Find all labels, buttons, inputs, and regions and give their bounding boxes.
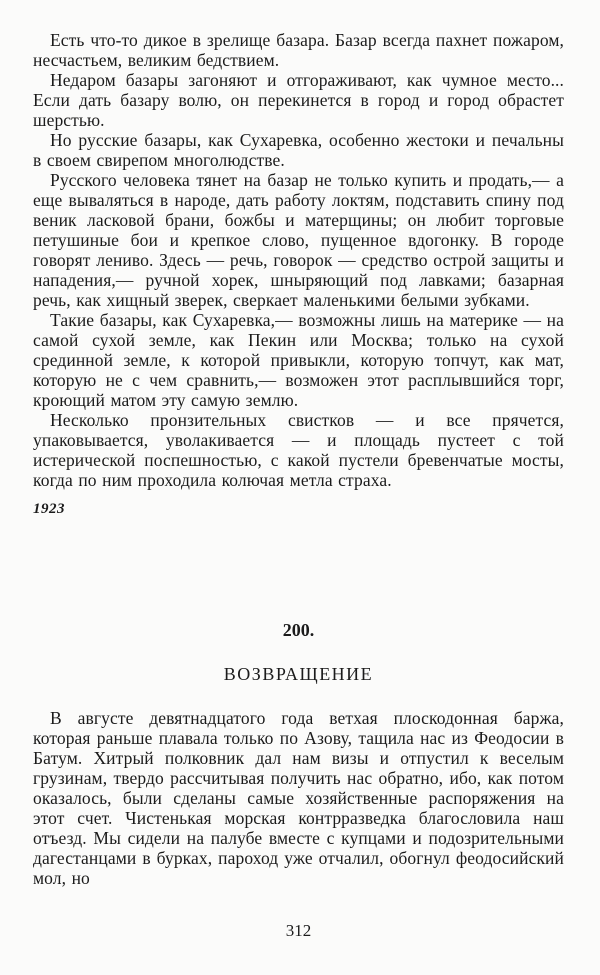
piece-number-heading: 200. [282,620,315,640]
paragraph-4: Русского человека тянет на базар не только купить и продать,— а еще вываляться в народе, дать работу локтям, подставить спину под веник ласковой брани, божбы и матерщины; он любит торговые петушиные бои и крепкое слово, пущенное вдогонку. В городе говорят лениво. Здесь — речь, говорок — средство острой защиты и нападения,— ручной хорек, шныряющий под лавками; базарная речь, как хищный зверек, сверкает маленькими белыми зубками. [33,170,564,310]
paragraph-7: В августе девятнадцатого года ветхая плоскодонная баржа, которая раньше плавала только по Азову, тащила нас из Феодосии в Батум. Хитрый полковник дал нам визы и отпустил к веселым грузинам, твердо рассчитывая получить нас обратно, ибо, как потом оказалось, были сделаны самые хозяйственные распоряжения на этот счет. Чистенькая морская контрразведка благословила наш отъезд. Мы сидели на палубе вместе с купцами и подозрительными дагестанцами в бурках, пароход уже отчалил, обогнул феодосийский мол, но [33,708,564,888]
date-line: 1923 [33,501,65,517]
paragraph-1: Есть что-то дикое в зрелище базара. Базар всегда пахнет пожаром, несчастьем, великим бедствием. [33,30,564,70]
paragraph-2: Недаром базары загоняют и отгораживают, как чумное место... Если дать базару волю, он перекинется в город и город обрастет шерстью. [33,70,564,130]
paragraph-5: Такие базары, как Сухаревка,— возможны лишь на материке — на самой сухой земле, как Пекин или Москва; только на сухой срединной земле, к которой привыкли, которую топчут, как мат, которую не с чем сравнить,— возможен этот расплывшийся торг, кроющий матом эту самую землю. [33,310,564,410]
piece-title-heading: ВОЗВРАЩЕНИЕ [223,664,374,684]
paragraph-6: Несколько пронзительных свистков — и все прячется, упаковывается, уволакивается — и площадь пустеет с той истерической поспешностью, с какой пустели бревенчатые мосты, когда по ним проходила колючая метла страха. [33,410,564,490]
page-number: 312 [285,921,312,940]
body-text [33,30,564,888]
paragraph-3: Но русские базары, как Сухаревка, особенно жестоки и печальны в своем свирепом многолюдстве. [33,130,564,170]
